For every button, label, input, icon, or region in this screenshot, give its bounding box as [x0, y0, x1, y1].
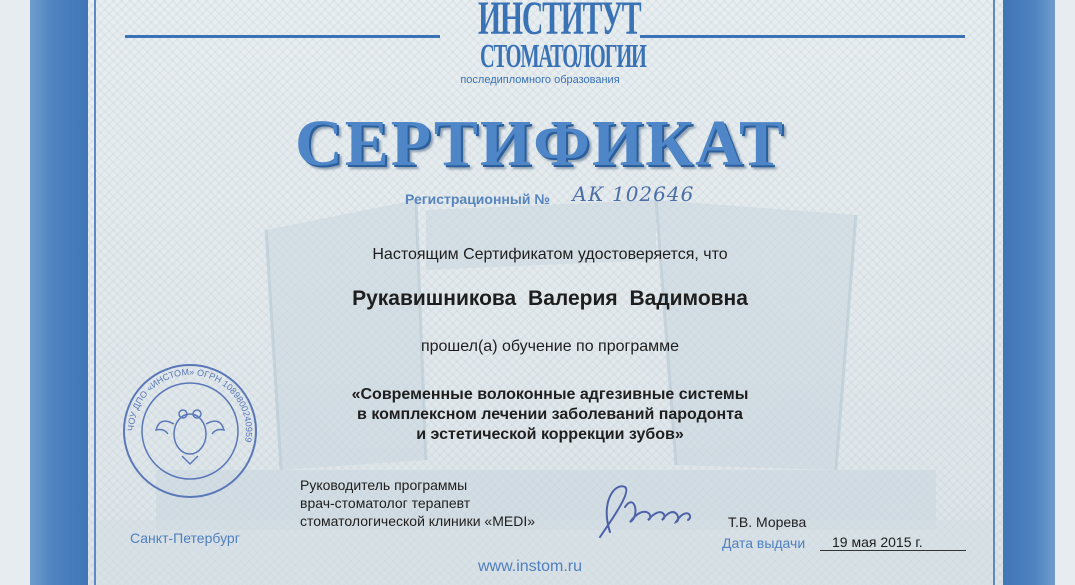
- seal-ring-text: ЧОУ ДПО «ИНСТОМ» ОГРН 1089800240959: [125, 366, 255, 444]
- signer-name: Т.В. Морева: [728, 514, 807, 530]
- page-right-margin: [1055, 0, 1075, 585]
- certificate-title: СЕРТИФИКАТ: [295, 107, 785, 180]
- statement-text: Настоящим Сертификатом удостоверяется, что: [372, 246, 728, 263]
- date-underline: [820, 550, 966, 551]
- completion-text: прошел(а) обучение по программе: [420, 338, 680, 355]
- supervisor-line-2: врач-стоматолог терапевт: [300, 495, 471, 511]
- logo-rule-right: [640, 35, 965, 38]
- left-blue-border: [30, 0, 88, 585]
- issue-date-label: Дата выдачи: [722, 535, 806, 551]
- supervisor-line-3: стоматологической клиники «MEDI»: [300, 513, 536, 529]
- eagle-emblem-icon: [156, 410, 224, 464]
- program-line-1: «Современные волоконные адгезивные системы: [351, 386, 749, 403]
- issue-date-value: 19 мая 2015 г.: [832, 534, 923, 550]
- institute-logo: [440, 0, 646, 86]
- recipient-name: Рукавишникова Валерия Вадимовна: [352, 287, 748, 310]
- svg-text:ЧОУ ДПО «ИНСТОМ» ОГРН 1089800: [126, 367, 254, 443]
- round-seal-stamp: [120, 360, 260, 502]
- supervisor-line-1: Руководитель программы: [300, 477, 468, 493]
- logo-line-2: СТОМАТОЛОГИИ: [480, 38, 646, 75]
- website-link: www.instom.ru: [478, 558, 583, 575]
- logo-subtitle: последипломного образования: [460, 74, 620, 86]
- page-left-margin: [0, 0, 30, 585]
- logo-line-1: ИНСТИТУТ: [478, 0, 641, 45]
- city-label: Санкт-Петербург: [130, 530, 240, 546]
- program-line-3: и эстетической коррекции зубов»: [416, 426, 684, 443]
- registration-number: АК 102646: [572, 182, 695, 206]
- registration-label: Регистрационный №: [405, 191, 550, 207]
- program-supervisor-block: [300, 476, 535, 530]
- program-title: [200, 385, 900, 445]
- right-border-line: [993, 0, 995, 585]
- handwritten-signature: [570, 462, 720, 544]
- right-blue-border: [1003, 0, 1055, 585]
- logo-rule-left: [125, 35, 440, 38]
- program-line-2: в комплексном лечении заболеваний пародонта: [357, 406, 743, 423]
